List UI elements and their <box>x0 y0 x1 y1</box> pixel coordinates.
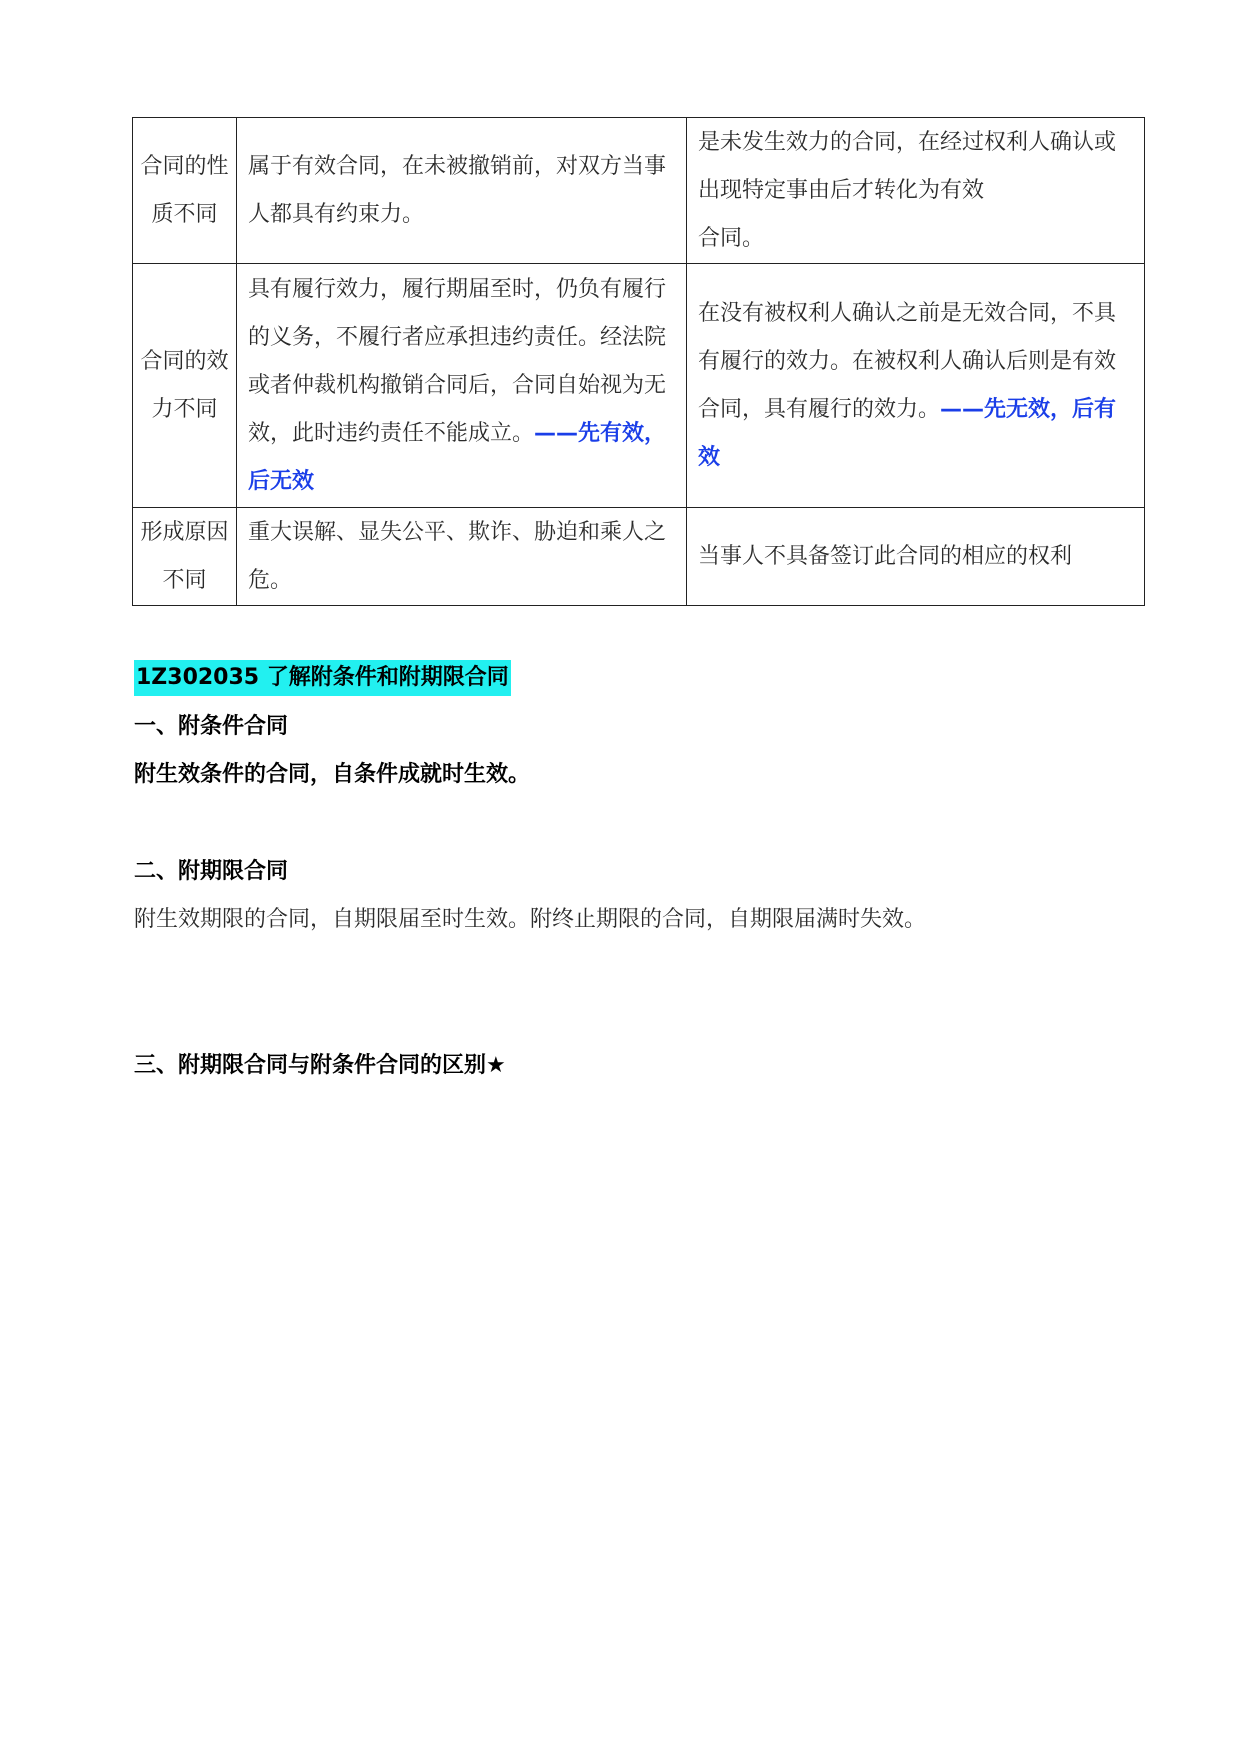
pending-cell: 当事人不具备签订此合同的相应的权利 <box>687 508 1145 606</box>
voidable-cell: 属于有效合同，在未被撤销前，对双方当事人都具有约束力。 <box>237 118 687 264</box>
emphasis-text: ——先无效，后有效 <box>698 396 1117 470</box>
pending-cell <box>687 118 1145 264</box>
paragraph-term: 附生效期限的合同，自期限届至时生效。附终止期限的合同，自期限届满时失效。 <box>134 907 927 932</box>
pending-cell <box>687 264 1145 508</box>
cell-text: 合同。 <box>698 225 765 251</box>
cell-text: 具有履行效力，履行期届至时，仍负有履行的义务，不履行者应承担违约责任。经法院或者仲裁机构撤销合同后，合同自始视为无效，此时违约责任不能成立。 <box>248 276 667 446</box>
heading-difference: 三、附期限合同与附条件合同的区别★ <box>134 1053 506 1078</box>
row-label: 合同的效力不同 <box>133 264 237 508</box>
table-row <box>133 508 1145 606</box>
voidable-cell: 重大误解、显失公平、欺诈、胁迫和乘人之危。 <box>237 508 687 606</box>
table-row <box>133 264 1145 508</box>
cell-text: 是未发生效力的合同，在经过权利人确认或出现特定事由后才转化为有效 <box>698 129 1117 203</box>
row-label: 合同的性质不同 <box>133 118 237 264</box>
cell-text: 在没有被权利人确认之前是无效合同，不具有履行的效力。在被权利人确认后则是有效合同，具有履行的效力。 <box>698 300 1117 422</box>
table-row <box>133 118 1145 264</box>
section-code-title: 1Z302035 了解附条件和附期限合同 <box>134 660 511 696</box>
voidable-cell <box>237 264 687 508</box>
row-label: 形成原因不同 <box>133 508 237 606</box>
comparison-table <box>132 117 1145 606</box>
paragraph-conditional: 附生效条件的合同，自条件成就时生效。 <box>134 762 531 787</box>
heading-term-contract: 二、附期限合同 <box>134 859 289 884</box>
heading-conditional-contract: 一、附条件合同 <box>134 714 289 739</box>
emphasis-text: ——先有效，后无效 <box>248 420 667 494</box>
